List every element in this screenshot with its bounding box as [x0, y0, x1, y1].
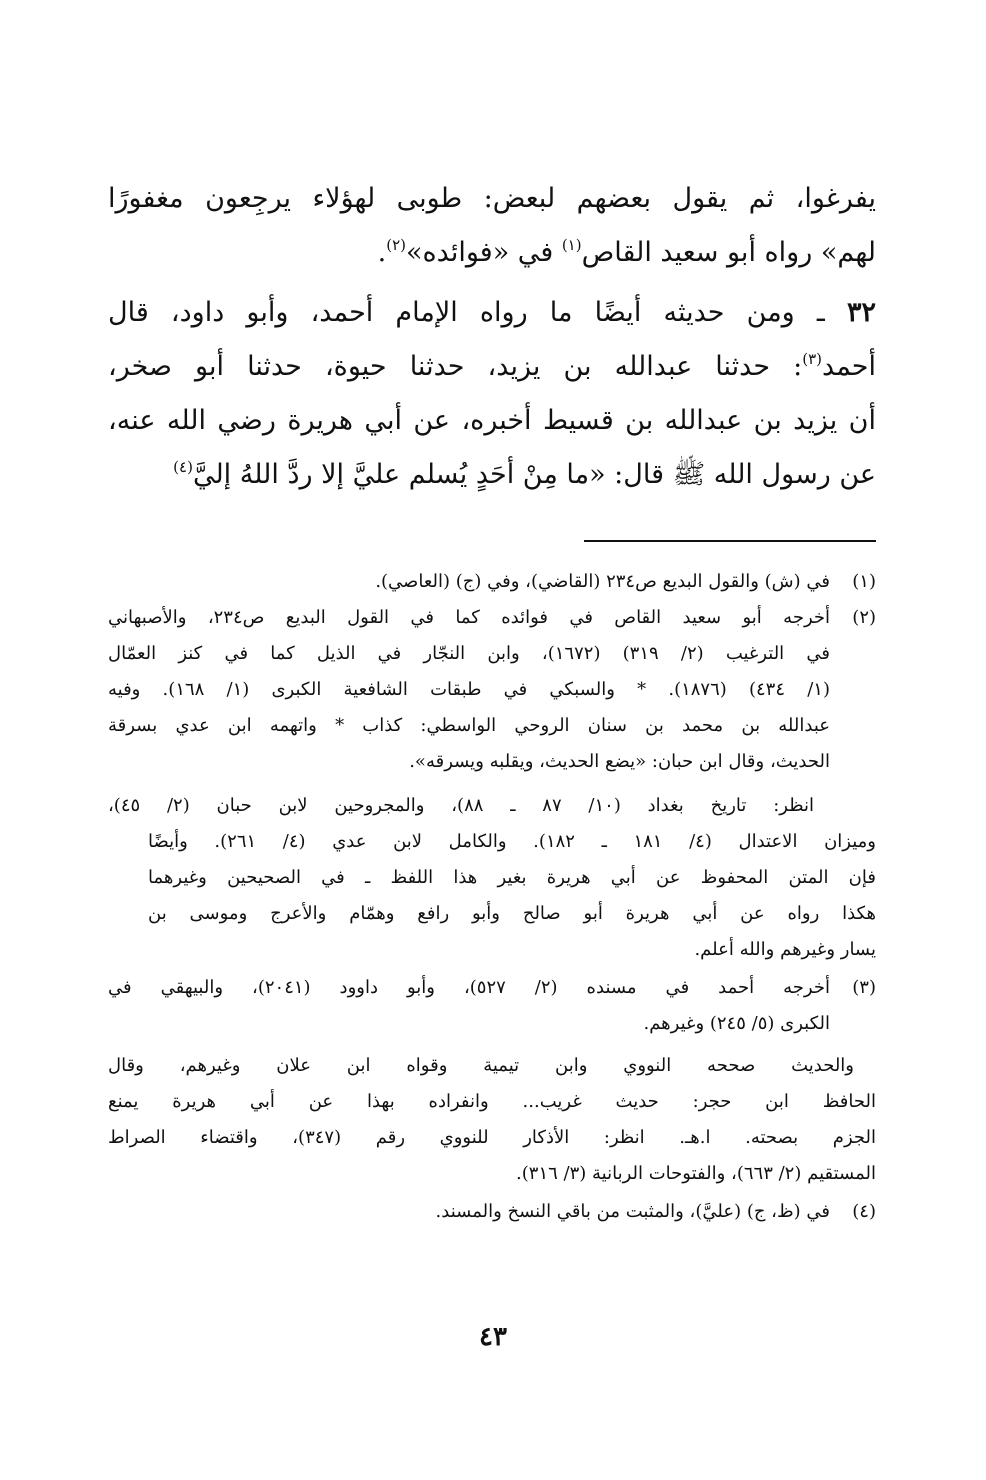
footnote-text: عبدالله بن محمد بن سنان الروحي الواسطي: كذاب * واتهمه ابن عدي بسرقة — [108, 715, 830, 736]
footnote-2-line-8 — [148, 862, 876, 894]
footnote-2-line-1 — [108, 602, 876, 634]
footnote-2-line-3 — [108, 674, 876, 706]
footnote-text: والحديث صححه النووي وابن تيمية وقواه ابن علان وغيرهم، وقال — [108, 1055, 854, 1076]
footnote-text: أخرجه أبو سعيد القاص في فوائده كما في القول البديع ص٢٣٤، والأصبهاني — [108, 607, 831, 628]
footnote-2-line-6 — [108, 790, 836, 822]
footnote-ref-4[interactable]: (٤) — [173, 458, 193, 476]
footnote-1 — [108, 566, 876, 598]
main-text-segment: في «فوائده» — [406, 237, 562, 268]
footnote-text: وميزان الاعتدال (٤/ ١٨١ ـ ١٨٢). والكامل لابن عدي (٤/ ٢٦١). وأيضًا — [148, 831, 876, 852]
main-text-line-4 — [108, 340, 876, 394]
main-text-line-5 — [108, 394, 876, 448]
footnote-text: الحديث، وقال ابن حبان: «يضع الحديث، ويقلبه ويسرقه». — [409, 751, 830, 772]
footnote-3-line-6 — [108, 1158, 876, 1190]
hadith-number: ٣٢ — [846, 297, 876, 328]
footnote-3-line-3 — [108, 1050, 876, 1082]
footnote-2-line-10 — [148, 934, 876, 966]
footnote-text: فإن المتن المحفوظ عن أبي هريرة بغير هذا اللفظ ـ في الصحيحين وغيرهما — [148, 867, 876, 888]
main-text-segment: . — [377, 237, 387, 268]
footnote-3-line-1 — [108, 972, 876, 1004]
main-text-segment: ـ ومن حديثه أيضًا ما رواه الإمام أحمد، وأبو داود، قال — [108, 297, 847, 328]
footnote-3-line-4 — [108, 1086, 876, 1118]
footnote-2-line-9 — [148, 898, 876, 930]
footnote-number-3: (٣) — [852, 977, 876, 998]
main-text-segment: يفرغوا، ثم يقول بعضهم لبعض: طوبى لهؤلاء يرجِعون مغفورًا — [108, 183, 876, 214]
footnote-3-line-5 — [108, 1122, 876, 1154]
footnote-separator — [584, 540, 876, 542]
footnote-4 — [108, 1196, 876, 1228]
footnote-number-1: (١) — [852, 571, 876, 592]
main-text-segment: لهم» رواه أبو سعيد القاص — [581, 237, 876, 268]
footnote-text: الكبرى (٥/ ٢٤٥) وغيرهم. — [643, 1013, 830, 1034]
footnote-ref-2[interactable]: (٢) — [386, 236, 406, 254]
footnote-text: في (ش) والقول البديع ص٢٣٤ (القاضي)، وفي (ج) (العاصي). — [375, 571, 830, 592]
footnote-text: المستقيم (٢/ ٦٦٣)، والفتوحات الربانية (٣/ ٣١٦). — [516, 1163, 876, 1184]
main-text-segment: : حدثنا عبدالله بن يزيد، حدثنا حيوة، حدثنا أبو صخر، — [108, 351, 803, 382]
main-text-segment: أحمد — [822, 351, 876, 382]
footnote-text: انظر: تاريخ بغداد (١٠/ ٨٧ ـ ٨٨)، والمجروحين لابن حبان (٢/ ٤٥)، — [108, 795, 814, 816]
footnote-text: هكذا رواه عن أبي هريرة أبو صالح وأبو رافع وهمّام والأعرج وموسى بن — [148, 903, 876, 924]
footnote-2-line-7 — [148, 826, 876, 858]
main-text-line-6 — [108, 448, 876, 502]
main-text-line-3 — [108, 286, 876, 340]
main-text-line-2 — [108, 226, 876, 280]
footnote-number-4: (٤) — [852, 1201, 876, 1222]
footnote-text: يسار وغيرهم والله أعلم. — [694, 939, 876, 960]
footnote-number-2: (٢) — [852, 607, 877, 628]
footnote-2-line-5 — [108, 746, 876, 778]
main-text-segment: أن يزيد بن عبدالله بن قسيط أخبره، عن أبي هريرة رضي الله عنه، — [108, 405, 876, 436]
main-text-line-1 — [108, 172, 876, 226]
footnote-text: في (ظ، ج) (عليَّ)، والمثبت من باقي النسخ والمسند. — [435, 1201, 830, 1222]
footnote-2-line-2 — [108, 638, 876, 670]
footnote-text: أخرجه أحمد في مسنده (٢/ ٥٢٧)، وأبو داوود (٢٠٤١)، والبيهقي في — [108, 977, 830, 998]
footnote-ref-1[interactable]: (١) — [561, 236, 582, 254]
footnote-ref-3[interactable]: (٣) — [802, 350, 823, 368]
footnote-text: في الترغيب (٢/ ٣١٩) (١٦٧٢)، وابن النجّار في الذيل كما في كنز العمّال — [108, 643, 830, 664]
footnote-2-line-4 — [108, 710, 876, 742]
footnote-text: الحافظ ابن حجر: حديث غريب... وانفراده بهذا عن أبي هريرة يمنع — [108, 1091, 876, 1112]
main-text-segment: عن رسول الله ﷺ قال: «ما مِنْ أحَدٍ يُسلم عليَّ إلا ردَّ اللهُ إليَّ — [192, 459, 876, 490]
footnote-3-line-2 — [108, 1008, 876, 1040]
footnote-text: (١/ ٤٣٤) (١٨٧٦). * والسبكي في طبقات الشافعية الكبرى (١/ ١٦٨). وفيه — [108, 679, 830, 700]
page-number: ٤٣ — [479, 1322, 507, 1352]
footnote-text: الجزم بصحته. ا.هـ. انظر: الأذكار للنووي رقم (٣٤٧)، واقتضاء الصراط — [108, 1127, 876, 1148]
